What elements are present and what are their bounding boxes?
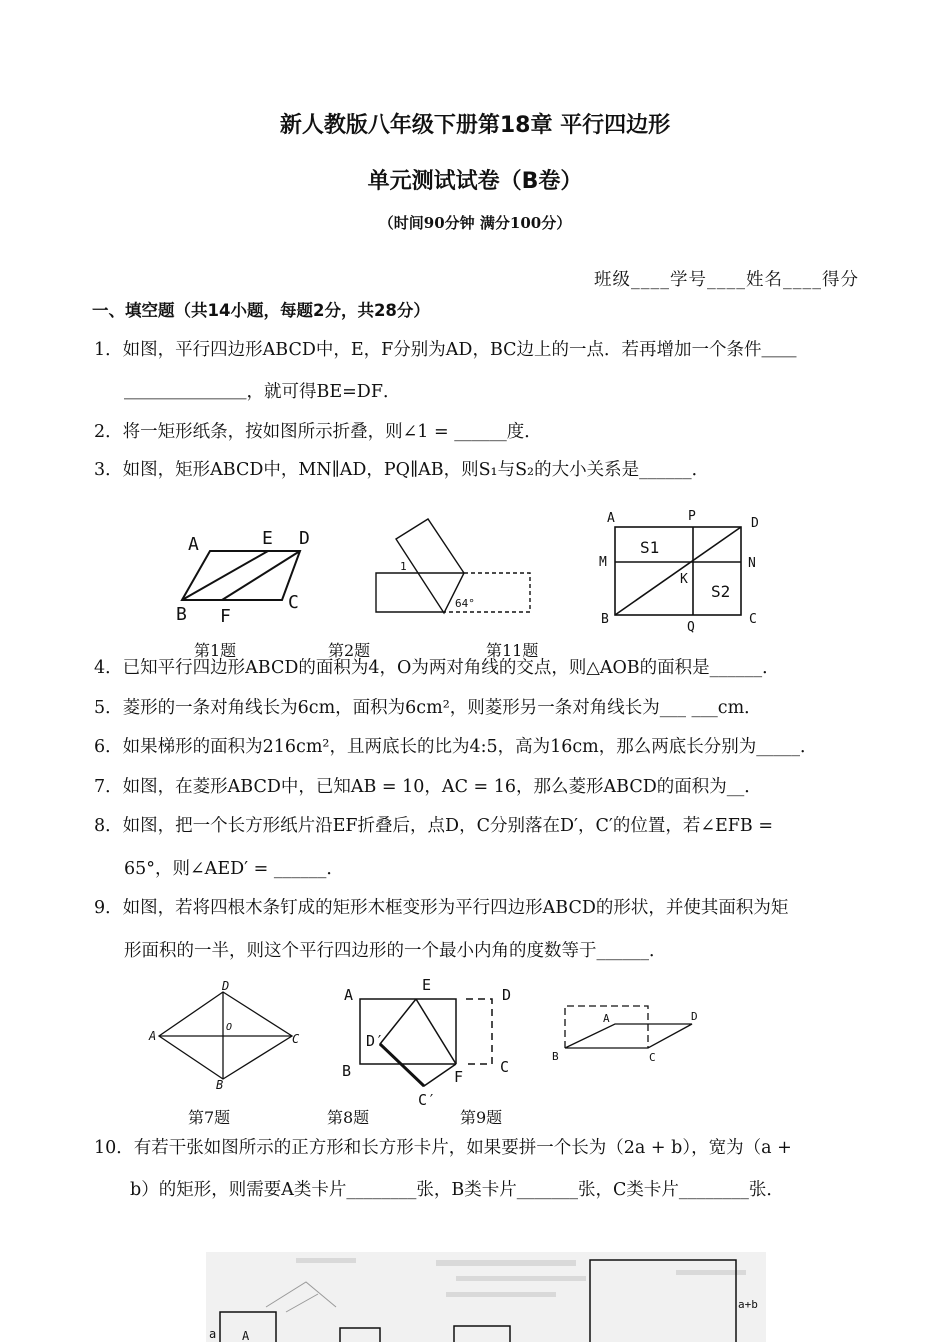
fig9-caption: 第9题 <box>460 1108 503 1127</box>
fig3-caption: 第11题 <box>486 641 539 660</box>
fig9-label-a: A <box>603 1012 610 1025</box>
fig9-label-c: C <box>649 1051 656 1064</box>
figure-3-rectangle-grid <box>595 505 765 635</box>
question-5: 5．菱形的一条对角线长为6cm，面积为6cm²，则菱形另一条对角线长为___ ___cm． <box>94 698 762 718</box>
fig7-label-d: D <box>222 979 230 993</box>
fig8-label-b: B <box>342 1062 352 1080</box>
fig1-label-d: D <box>299 528 310 549</box>
fig10-label-a-side: a <box>209 1327 217 1341</box>
fig7-label-o: O <box>226 1022 233 1033</box>
fig1-label-b: B <box>176 604 187 625</box>
question-10-line-2: b）的矩形，则需要A类卡片________张，B类卡片_______张，C类卡片________张． <box>130 1180 784 1200</box>
fig3-label-s1: S1 <box>640 538 660 557</box>
fig9-label-b: B <box>552 1050 559 1063</box>
figure-2-folded-strip <box>372 512 534 622</box>
question-10-line-1: 10．有若干张如图所示的正方形和长方形卡片，如果要拼一个长为（2a + b），宽为（a + <box>94 1138 792 1158</box>
fig8-label-e: E <box>422 976 432 994</box>
fig3-label-m: M <box>599 555 607 570</box>
question-1-line-2: ＿＿＿＿＿＿＿，就可得BE=DF． <box>124 382 401 402</box>
fig8-label-a: A <box>344 986 354 1004</box>
time-note: （时间90分钟 满分100分） <box>378 214 572 232</box>
fig3-label-b: B <box>601 612 609 627</box>
student-info: 班级____学号____姓名____得分 <box>594 270 859 290</box>
fig2-angle-64: 64° <box>455 597 475 610</box>
question-4: 4．已知平行四边形ABCD的面积为4，O为两对角线的交点，则△AOB的面积是______． <box>94 658 780 678</box>
fig3-label-a: A <box>607 511 615 526</box>
question-7: 7．如图，在菱形ABCD中，已知AB = 10，AC = 16，那么菱形ABCD的面积为__． <box>94 777 762 797</box>
fig2-caption: 第2题 <box>328 641 371 660</box>
fig1-label-f: F <box>220 606 231 627</box>
title-line-1: 新人教版八年级下册第18章 平行四边形 <box>279 113 671 138</box>
fig9-label-d: D <box>691 1010 698 1023</box>
figure-8-folded-rectangle <box>336 974 526 1108</box>
figure-9-parallelogram <box>548 998 718 1070</box>
question-9-line-1: 9．如图，若将四根木条钉成的矩形木框变形为平行四边形ABCD的形状，并使其面积为矩 <box>94 898 789 918</box>
fig1-label-c: C <box>288 592 299 613</box>
question-8-line-1: 8．如图，把一个长方形纸片沿EF折叠后，点D，C分别落在D′，C′的位置，若∠EFB = <box>94 816 774 836</box>
fig7-label-a: A <box>149 1029 157 1043</box>
question-2: 2．将一矩形纸条，按如图所示折叠，则∠1 = ______度． <box>94 422 542 442</box>
fig3-label-n: N <box>748 556 756 571</box>
figure-10-cards-scan <box>206 1252 766 1342</box>
fig1-caption: 第1题 <box>194 641 237 660</box>
fig8-caption: 第8题 <box>327 1108 370 1127</box>
figure-1-parallelogram <box>170 520 320 630</box>
fig3-label-p: P <box>688 509 696 524</box>
fig8-label-c: C <box>500 1058 510 1076</box>
question-9-line-2: 形面积的一半，则这个平行四边形的一个最小内角的度数等于______． <box>124 941 667 961</box>
question-6: 6．如果梯形的面积为216cm²，且两底长的比为4:5，高为16cm，那么两底长分别为_____． <box>94 737 818 757</box>
fig8-label-f: F <box>454 1068 464 1086</box>
fig8-label-c-prime: C′ <box>418 1091 437 1108</box>
section-heading: 一、填空题（共14小题，每题2分，共28分） <box>92 301 430 320</box>
fig7-label-b: B <box>216 1078 224 1090</box>
fig10-label-a-card: A <box>242 1329 250 1342</box>
fig3-label-c: C <box>749 612 757 627</box>
fig3-label-q: Q <box>687 620 695 635</box>
question-3: 3．如图，矩形ABCD中，MN∥AD，PQ∥AB，则S₁与S₂的大小关系是______． <box>94 460 710 480</box>
fig3-label-k: K <box>680 572 688 587</box>
fig7-caption: 第7题 <box>188 1108 231 1127</box>
fig8-label-d: D <box>502 986 512 1004</box>
fig2-angle-1: 1 <box>400 560 407 573</box>
question-1-line-1: 1．如图，平行四边形ABCD中，E，F分别为AD，BC边上的一点．若再增加一个条件＿＿ <box>94 340 797 360</box>
fig7-label-c: C <box>292 1032 300 1046</box>
title-line-2: 单元测试试卷（B卷） <box>367 169 583 194</box>
question-8-line-2: 65°，则∠AED′ = ______． <box>124 859 344 879</box>
fig1-label-e: E <box>262 528 273 549</box>
fig3-label-s2: S2 <box>711 582 731 601</box>
figure-7-rhombus <box>146 978 306 1090</box>
fig8-label-d-prime: D′ <box>366 1032 385 1050</box>
fig3-label-d: D <box>751 516 759 531</box>
fig10-label-a-plus-b: a+b <box>738 1298 758 1311</box>
fig1-label-a: A <box>188 534 199 555</box>
